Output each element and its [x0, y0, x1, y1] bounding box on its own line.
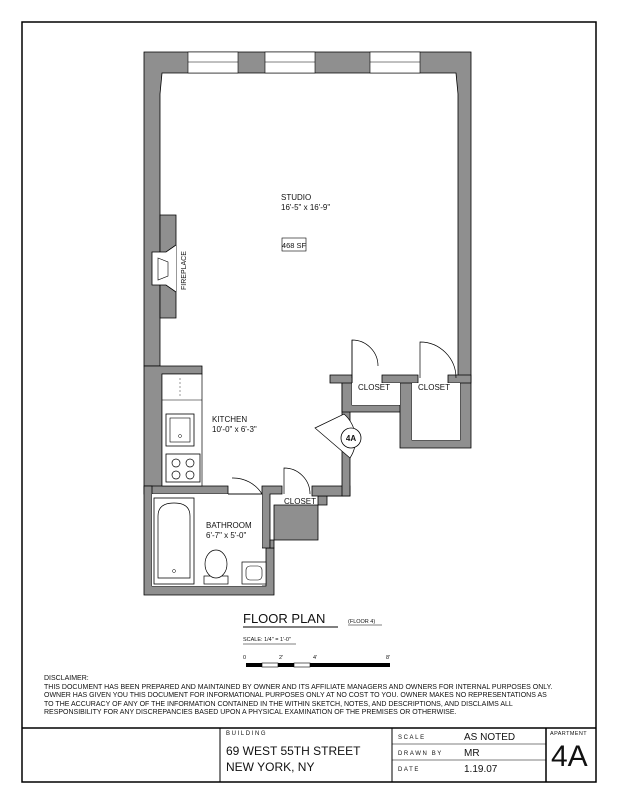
kitchen-sink [166, 414, 194, 446]
kitchen-name: KITCHEN [212, 415, 248, 424]
scale-tick-4: 4' [313, 655, 318, 661]
studio-name: STUDIO [281, 193, 312, 202]
sheet-border [22, 22, 596, 782]
bathroom-sink [242, 562, 266, 584]
scale-label: SCALE [398, 735, 426, 741]
disclaimer [44, 675, 584, 718]
scale-tick-0: 0 [243, 655, 247, 661]
drawn-by-label: DRAWN BY [398, 751, 443, 757]
disclaimer-line: TO THE ACCURACY OF ANY OF THE INFORMATION CONTAINED IN THE WITHIN SKETCH, NOTES, AND DESCRIPTIONS, AND DISCLAIMS ALL [44, 700, 513, 708]
scale-tick-2: 2' [279, 655, 284, 661]
toilet [204, 550, 228, 584]
closet-label-2: CLOSET [418, 383, 451, 392]
drawn-by-value: MR [464, 748, 480, 759]
disclaimer-line: OWNER HAS GIVEN YOU THIS DOCUMENT FOR INFORMATIONAL PURPOSES ONLY AT NO COST TO YOU. OWNER MAKES NO REPRESENTATIONS AS [44, 692, 547, 700]
plan-floor: (FLOOR 4) [348, 619, 376, 625]
date-value: 1.19.07 [464, 764, 498, 775]
fireplace-label: FIREPLACE [181, 251, 188, 290]
studio-dimensions: 16'-5" x 16'-9" [281, 203, 331, 212]
closet-label-1: CLOSET [358, 383, 391, 392]
disclaimer-heading: DISCLAIMER: [44, 675, 89, 682]
kitchen-dimensions: 10'-0" x 6'-3" [212, 425, 257, 434]
plan-scale-note: SCALE: 1/4" = 1'-0" [243, 637, 291, 643]
address-line-1: 69 WEST 55TH STREET [226, 744, 361, 758]
building-label: BUILDING [226, 731, 268, 737]
scale-tick-8: 8' [386, 655, 391, 661]
bathroom-dimensions: 6'-7" x 5'-0" [206, 531, 247, 540]
apartment-label: APARTMENT [550, 731, 588, 737]
apartment-number: 4A [551, 740, 588, 773]
address-line-2: NEW YORK, NY [226, 760, 315, 774]
stove [166, 454, 200, 482]
bathtub [154, 498, 194, 584]
fireplace-hearth [152, 245, 176, 292]
scale-bar [246, 663, 390, 667]
scale-value: AS NOTED [464, 732, 516, 743]
bathroom-name: BATHROOM [206, 521, 252, 530]
closet-label-3: CLOSET [284, 497, 317, 506]
entry-tag: 4A [345, 434, 357, 443]
disclaimer-line: RESPONSIBILITY FOR ANY DISCREPANCIES BASED UPON A PHYSICAL EXAMINATION OF THE PREMISES OR OTHERWISE. [44, 709, 457, 717]
date-label: DATE [398, 767, 420, 773]
plan-title: FLOOR PLAN [243, 611, 326, 626]
disclaimer-line: THIS DOCUMENT HAS BEEN PREPARED AND MAINTAINED BY OWNER AND ITS AFFILIATE MANAGERS AND OWNERS FOR INTERNAL PURPOSES ONLY. [44, 683, 553, 691]
studio-area: 468 SF [281, 241, 307, 250]
